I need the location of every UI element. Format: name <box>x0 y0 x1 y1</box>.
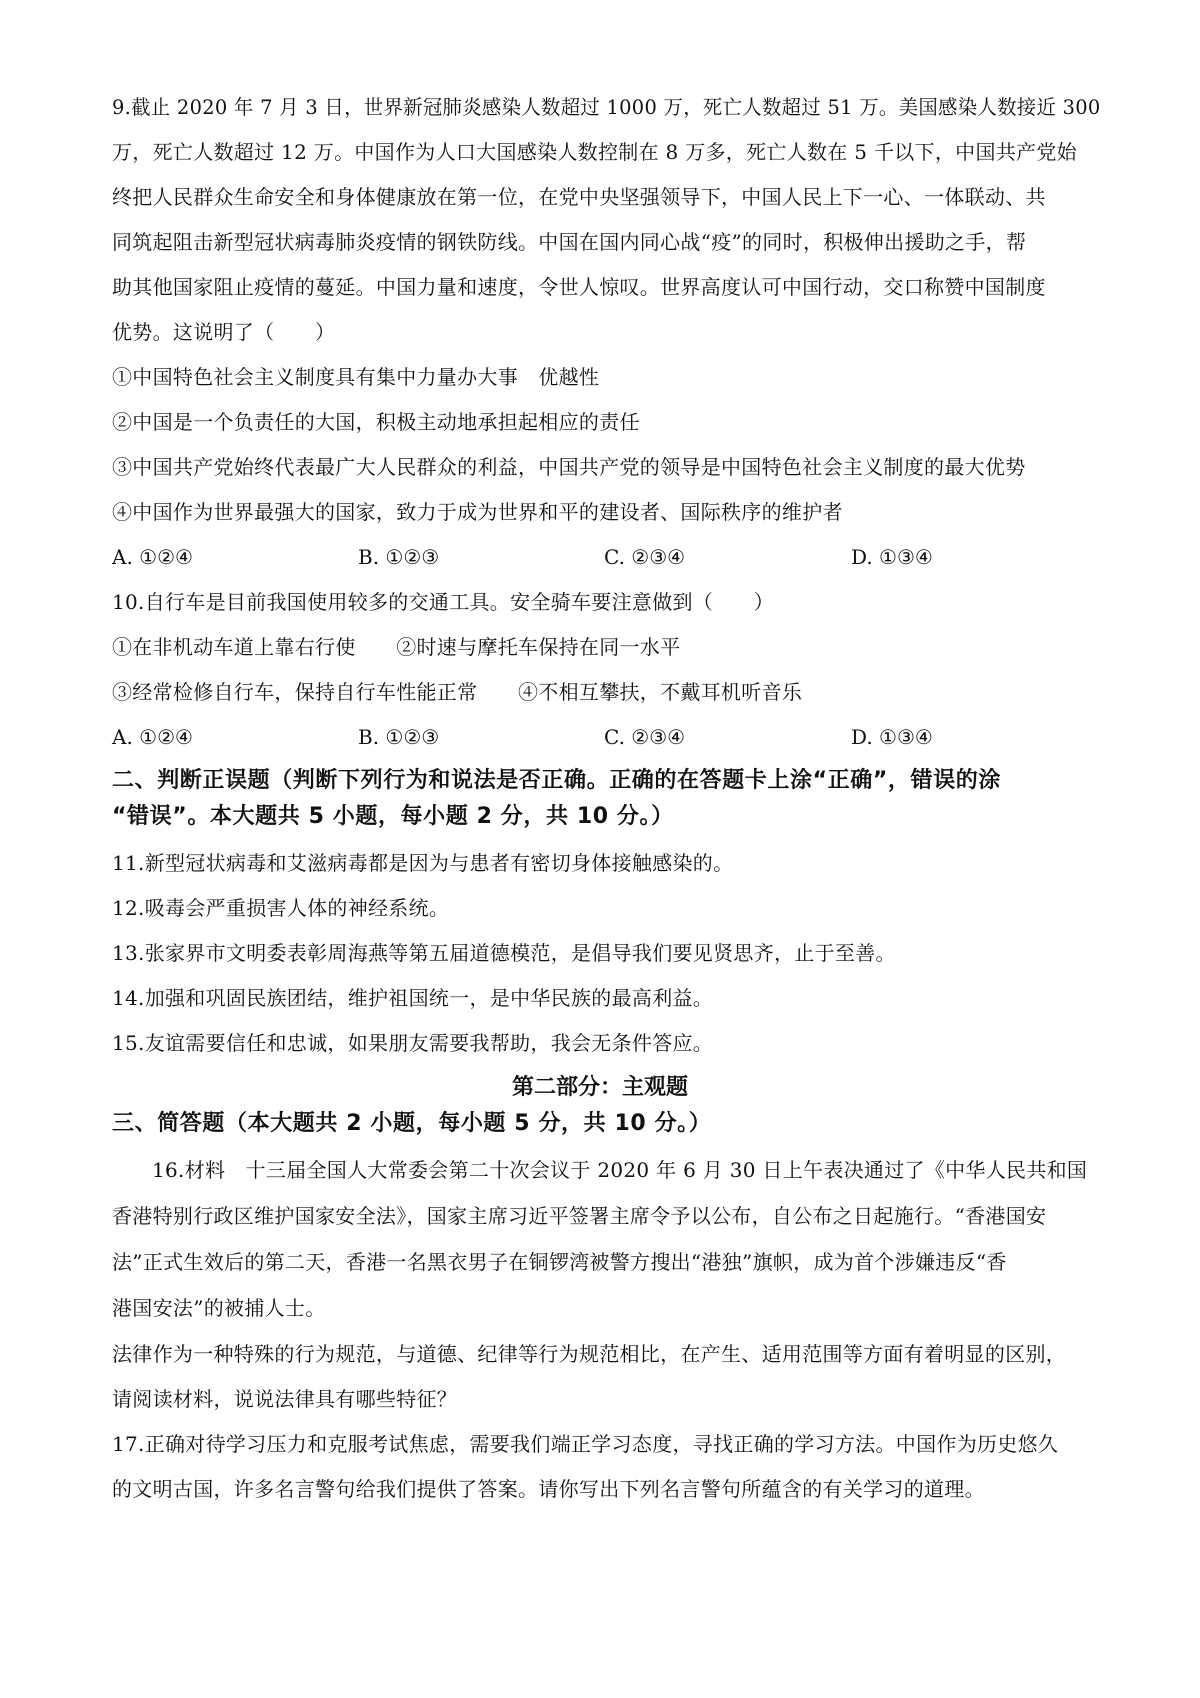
q16-material-line: 香港特别行政区维护国家安全法》，国家主席习近平签署主席令予以公布，自公布之日起施行。“香港国安 <box>112 1204 1047 1228</box>
q9-stem-line: 万，死亡人数超过 12 万。中国作为人口大国感染人数控制在 8 万多，死亡人数在 5 千以下，中国共产党始 <box>112 140 1077 164</box>
q9-option-d[interactable]: D. ①③④ <box>851 545 933 569</box>
q16-question: 法律作为一种特殊的行为规范，与道德、纪律等行为规范相比，在产生、适用范围等方面有着明显的区别， <box>112 1342 1067 1366</box>
q10-option-b[interactable]: B. ①②③ <box>358 725 440 749</box>
part2-title: 第二部分：主观题 <box>511 1075 688 1100</box>
section3-heading: 三、简答题（本大题共 2 小题，每小题 5 分，共 10 分。） <box>112 1111 712 1136</box>
q10-option-a[interactable]: A. ①②④ <box>112 725 193 749</box>
q9-stem-line: 9.截止 2020 年 7 月 3 日，世界新冠肺炎感染人数超过 1000 万，死亡人数超过 51 万。美国感染人数接近 300 <box>112 95 1101 119</box>
judge-item-12: 12.吸毒会严重损害人体的神经系统。 <box>112 896 450 920</box>
q9-statement: ①中国特色社会主义制度具有集中力量办大事 优越性 <box>112 365 600 389</box>
q10-option-d[interactable]: D. ①③④ <box>851 725 933 749</box>
q10-statement: ③经常检修自行车，保持自行车性能正常 ④不相互攀扶，不戴耳机听音乐 <box>112 680 803 704</box>
q9-stem-line: 优势。这说明了（ ） <box>112 320 336 344</box>
section2-heading: 二、判断正误题（判断下列行为和说法是否正确。正确的在答题卡上涂“正确”，错误的涂 <box>112 768 1001 793</box>
q16-material-line: 16.材料 十三届全国人大常委会第二十次会议于 2020 年 6 月 30 日上午表决通过了《中华人民共和国 <box>152 1158 1088 1182</box>
judge-item-13: 13.张家界市文明委表彰周海燕等第五届道德模范，是倡导我们要见贤思齐，止于至善。 <box>112 941 896 965</box>
q16-question: 请阅读材料，说说法律具有哪些特征？ <box>112 1387 458 1411</box>
q10-option-c[interactable]: C. ②③④ <box>604 725 686 749</box>
q9-option-c[interactable]: C. ②③④ <box>604 545 686 569</box>
q16-material-line: 法”正式生效后的第二天，香港一名黑衣男子在铜锣湾被警方搜出“港独”旗帜，成为首个涉嫌违反“香 <box>112 1250 1007 1274</box>
q9-statement: ④中国作为世界最强大的国家，致力于成为世界和平的建设者、国际秩序的维护者 <box>112 500 843 524</box>
judge-item-15: 15.友谊需要信任和忠诚，如果朋友需要我帮助，我会无条件答应。 <box>112 1031 714 1055</box>
q10-stem: 10.自行车是目前我国使用较多的交通工具。安全骑车要注意做到（ ） <box>112 590 775 614</box>
judge-item-14: 14.加强和巩固民族团结，维护祖国统一，是中华民族的最高利益。 <box>112 986 714 1010</box>
q9-statement: ③中国共产党始终代表最广大人民群众的利益，中国共产党的领导是中国特色社会主义制度的最大优势 <box>112 455 1026 479</box>
q16-material-line: 港国安法”的被捕人士。 <box>112 1296 326 1320</box>
section2-heading-cont: “错误”。本大题共 5 小题，每小题 2 分，共 10 分。） <box>112 804 674 829</box>
q9-option-a[interactable]: A. ①②④ <box>112 545 193 569</box>
q9-stem-line: 终把人民群众生命安全和身体健康放在第一位，在党中央坚强领导下，中国人民上下一心、一体联动、共 <box>112 185 1046 209</box>
judge-item-11: 11.新型冠状病毒和艾滋病毒都是因为与患者有密切身体接触感染的。 <box>112 851 734 875</box>
q17-stem: 的文明古国，许多名言警句给我们提供了答案。请你写出下列名言警句所蕴含的有关学习的道理。 <box>112 1477 985 1501</box>
q9-option-b[interactable]: B. ①②③ <box>358 545 440 569</box>
q9-statement: ②中国是一个负责任的大国，积极主动地承担起相应的责任 <box>112 410 640 434</box>
q17-stem: 17.正确对待学习压力和克服考试焦虑，需要我们端正学习态度，寻找正确的学习方法。中国作为历史悠久 <box>112 1432 1059 1456</box>
q9-stem-line: 同筑起阻击新型冠状病毒肺炎疫情的钢铁防线。中国在国内同心战“疫”的同时，积极伸出援助之手，帮 <box>112 230 1027 254</box>
q9-stem-line: 助其他国家阻止疫情的蔓延。中国力量和速度，令世人惊叹。世界高度认可中国行动，交口称赞中国制度 <box>112 275 1046 299</box>
q10-statement: ①在非机动车道上靠右行使 ②时速与摩托车保持在同一水平 <box>112 635 681 659</box>
